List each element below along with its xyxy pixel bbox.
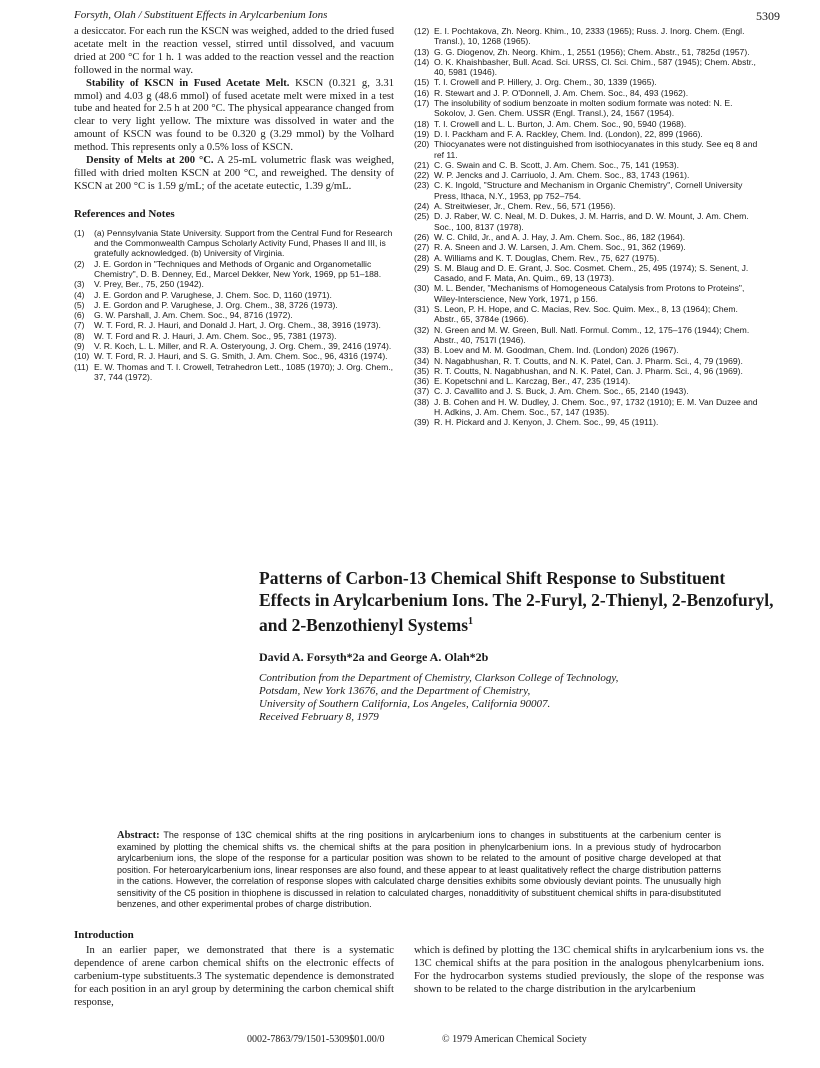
reference-item — [74, 351, 394, 361]
reference-number: (30) — [414, 283, 430, 294]
reference-item — [414, 77, 764, 87]
reference-item — [74, 331, 394, 341]
reference-number: (7) — [74, 320, 85, 331]
reference-item — [74, 300, 394, 310]
reference-text: E. Kopetschni and L. Karczag, Ber., 47, 235 (1914). — [434, 376, 631, 387]
reference-item — [74, 228, 394, 259]
reference-item — [414, 376, 764, 386]
reference-text: W. T. Ford and R. J. Hauri, J. Am. Chem. Soc., 95, 7381 (1973). — [94, 330, 337, 341]
reference-item — [414, 57, 764, 78]
reference-text: N. Green and M. W. Green, Bull. Natl. Formul. Comm., 12, 175–176 (1944); Chem. Abstr., 40, 7517l (1946). — [434, 324, 750, 345]
references-list-left — [74, 228, 394, 382]
reference-number: (31) — [414, 304, 430, 315]
reference-number: (39) — [414, 417, 430, 428]
reference-text: T. I. Crowell and P. Hillery, J. Org. Chem., 30, 1339 (1965). — [434, 77, 657, 88]
reference-text: E. I. Pochtakova, Zh. Neorg. Khim., 10, 2333 (1965); Russ. J. Inorg. Chem. (Engl. Transl.), 10, 1268 (1965). — [434, 26, 745, 47]
body-paragraph — [74, 155, 394, 194]
article-title-text: Patterns of Carbon-13 Chemical Shift Response to Substituent Effects in Arylcarbenium Ions. The 2-Furyl, 2-Thienyl, 2-Benzofuryl, and 2-Benzothienyl Systems — [259, 568, 774, 635]
introduction-paragraph: which is defined by plotting the 13C chemical shifts in arylcarbenium ions vs. the 13C chemical shifts at the para position in the analogous phenylcarbenium ions. For the hydrocarbon systems studied previously, the slope of the response was shown to be related to the charge distribution in the arylcarbenium — [414, 945, 764, 995]
introduction-heading: Introduction — [74, 929, 134, 941]
reference-text: N. Nagabhushan, R. T. Coutts, and N. K. Patel, Can. J. Pharm. Sci., 4, 79 (1969). — [434, 355, 743, 366]
page-number: 5309 — [756, 9, 780, 23]
left-column — [74, 26, 394, 382]
reference-item — [414, 129, 764, 139]
reference-item — [74, 290, 394, 300]
introduction-paragraph: In an earlier paper, we demonstrated that there is a systematic dependence of arene carbon chemical shifts on the electronic effects of carbenium-type substituents.3 The systematic dependence is demonstrated for each position in an aryl group by determining the carbon chemical shift response, — [74, 945, 394, 1008]
reference-text: J. E. Gordon in "Techniques and Methods of Organic and Organometallic Chemistry", D. B. Denney, Ed., Marcel Dekker, New York, 1969, pp 51–188. — [94, 258, 382, 279]
reference-item — [74, 362, 394, 383]
reference-text: (a) Pennsylvania State University. Support from the Central Fund for Research and the Commonwealth Campus Scholarly Activity Fund, Phases II and III, is gratefully acknowledged. (b) University of Virginia. — [94, 227, 393, 259]
reference-item — [414, 211, 764, 232]
reference-text: D. I. Packham and F. A. Rackley, Chem. Ind. (London), 22, 899 (1966). — [434, 128, 703, 139]
reference-number: (5) — [74, 299, 85, 310]
reference-text: W. T. Ford, R. J. Hauri, and Donald J. Hart, J. Org. Chem., 38, 3916 (1973). — [94, 320, 381, 331]
introduction-left-column — [74, 945, 394, 1010]
references-list-right — [414, 26, 764, 428]
reference-item — [74, 279, 394, 289]
references-heading: References and Notes — [74, 207, 175, 220]
reference-text: G. W. Parshall, J. Am. Chem. Soc., 94, 8716 (1972). — [94, 310, 293, 321]
reference-item — [414, 397, 764, 418]
reference-text: A. Williams and K. T. Douglas, Chem. Rev., 75, 627 (1975). — [434, 252, 660, 263]
reference-text: W. P. Jencks and J. Carriuolo, J. Am. Chem. Soc., 83, 1743 (1961). — [434, 170, 690, 181]
reference-number: (11) — [74, 361, 89, 372]
reference-text: C. G. Swain and C. B. Scott, J. Am. Chem. Soc., 75, 141 (1953). — [434, 159, 680, 170]
reference-text: T. I. Crowell and L. L. Burton, J. Am. Chem. Soc., 90, 5940 (1968). — [434, 118, 687, 129]
reference-text: J. E. Gordon and P. Varughese, J. Org. Chem., 38, 3726 (1973). — [94, 299, 338, 310]
reference-number: (18) — [414, 118, 430, 129]
affiliation-line: University of Southern California, Los Angeles, California 90007. — [259, 698, 551, 711]
received-date: Received February 8, 1979 — [259, 711, 379, 724]
introduction-right-column — [414, 945, 764, 997]
reference-number: (6) — [74, 310, 85, 321]
reference-item — [414, 304, 764, 325]
reference-text: C. K. Ingold, "Structure and Mechanism in Organic Chemistry", Cornell University Press, Ithaca, N.Y., 1953, pp 752–754. — [434, 180, 743, 201]
reference-text: A. Streitwieser, Jr., Chem. Rev., 56, 571 (1956). — [434, 201, 616, 212]
reference-item — [74, 320, 394, 330]
article-title — [259, 568, 779, 636]
body-paragraph: a desiccator. For each run the KSCN was weighed, added to the dried fused acetate melt in the reaction vessel, stirred until dissolved, and vacuum dried at 200 °C for 1 h. 1 was added to the reaction vessel and the reaction followed in the normal way. — [74, 26, 394, 76]
reference-number: (14) — [414, 56, 430, 67]
article-title-block — [259, 568, 779, 724]
body-paragraph — [74, 78, 394, 155]
reference-number: (33) — [414, 345, 430, 356]
reference-item — [414, 88, 764, 98]
reference-text: M. L. Bender, "Mechanisms of Homogeneous Catalysis from Protons to Proteins", Wiley-Interscience, New York, 1971, p 156. — [434, 283, 745, 304]
reference-number: (21) — [414, 159, 430, 170]
reference-item — [414, 26, 764, 47]
reference-text: S. Leon, P. H. Hope, and C. Macias, Rev. Soc. Quim. Mex., 8, 13 (1964); Chem. Abstr., 65, 3784e (1966). — [434, 304, 738, 325]
reference-number: (26) — [414, 231, 430, 242]
reference-text: C. J. Cavallito and J. S. Buck, J. Am. Chem. Soc., 65, 2140 (1943). — [434, 386, 689, 397]
reference-number: (27) — [414, 242, 430, 253]
abstract-label: Abstract: — [117, 830, 160, 841]
reference-number: (8) — [74, 330, 85, 341]
abstract — [117, 830, 721, 911]
reference-text: D. J. Raber, W. C. Neal, M. D. Dukes, J. M. Harris, and D. W. Mount, J. Am. Chem. Soc., 100, 8137 (1978). — [434, 211, 749, 232]
footer-copyright: © 1979 American Chemical Society — [442, 1034, 587, 1045]
reference-item — [414, 356, 764, 366]
reference-number: (25) — [414, 211, 430, 222]
right-column — [414, 26, 764, 428]
reference-number: (12) — [414, 26, 430, 36]
reference-item — [414, 160, 764, 170]
reference-text: The insolubility of sodium benzoate in molten sodium formate was noted: N. E. Sokolov, J. Gen. Chem. USSR (Engl. Transl.), 24, 1567 (1954). — [434, 98, 733, 119]
reference-number: (20) — [414, 139, 430, 150]
reference-number: (29) — [414, 262, 430, 273]
reference-item — [414, 253, 764, 263]
reference-text: G. G. Diogenov, Zh. Neorg. Khim., 1, 2551 (1956); Chem. Abstr., 51, 7825d (1957). — [434, 46, 750, 57]
reference-text: R. H. Pickard and J. Kenyon, J. Chem. Soc., 99, 45 (1911). — [434, 417, 659, 428]
running-header — [74, 9, 780, 21]
reference-item — [74, 341, 394, 351]
reference-item — [414, 325, 764, 346]
reference-text: O. K. Khaishbasher, Bull. Acad. Sci. URSS, Cl. Sci. Chim., 587 (1945); Chem. Abstr., 40, 5981 (1946). — [434, 56, 756, 78]
reference-number: (1) — [74, 227, 85, 238]
reference-text: J. B. Cohen and H. W. Dudley, J. Chem. Soc., 97, 1732 (1910); E. M. Van Duzee and H. Adkins, J. Am. Chem. Soc., 57, 147 (1935). — [434, 396, 758, 417]
reference-number: (32) — [414, 324, 430, 335]
reference-number: (4) — [74, 289, 85, 300]
reference-text: E. W. Thomas and T. I. Crowell, Tetrahedron Lett., 1085 (1970); J. Org. Chem., 37, 744 (1972). — [94, 361, 394, 382]
run-in-heading: Stability of KSCN in Fused Acetate Melt. — [86, 77, 290, 89]
running-title: Forsyth, Olah / Substituent Effects in Arylcarbenium Ions — [74, 9, 328, 21]
reference-text: R. Stewart and J. P. O'Donnell, J. Am. Chem. Soc., 84, 493 (1962). — [434, 87, 689, 98]
reference-item — [74, 259, 394, 280]
affiliation — [259, 672, 779, 724]
reference-number: (28) — [414, 252, 430, 263]
reference-text: R. T. Coutts, N. Nagabhushan, and N. K. Patel, Can. J. Pharm. Sci., 4, 96 (1969). — [434, 365, 743, 376]
paragraph-text: A 25-mL volumetric flask was weighed, filled with dried molten KSCN at 200 °C, and reweighed. The density of KSCN at 200 °C is 1.59 g/mL; of the acetate eutectic, 1.39 g/mL. — [74, 155, 395, 192]
paragraph-text: KSCN (0.321 g, 3.31 mmol) and 4.03 g (48.6 mmol) of fused acetate melt were mixed in a test tube and heated for 2.5 h at 200 °C. The physical appearance changed from clear to very light yellow. The mixture was dissolved in water and the amount of KSCN was found to be 0.320 g (3.29 mmol) by the Volhard method. This represents only a 0.5% loss of KSCN. — [74, 77, 395, 154]
reference-number: (9) — [74, 341, 85, 352]
reference-number: (22) — [414, 170, 430, 181]
reference-item — [414, 242, 764, 252]
reference-number: (2) — [74, 258, 85, 269]
reference-number: (38) — [414, 396, 430, 407]
reference-number: (34) — [414, 355, 430, 366]
reference-item — [414, 170, 764, 180]
run-in-heading: Density of Melts at 200 °C. — [86, 155, 214, 167]
reference-item — [414, 386, 764, 396]
reference-text: B. Loev and M. M. Goodman, Chem. Ind. (London) 2026 (1967). — [434, 345, 679, 356]
reference-item — [74, 310, 394, 320]
reference-item — [414, 366, 764, 376]
reference-number: (16) — [414, 87, 430, 98]
reference-item — [414, 201, 764, 211]
reference-text: V. R. Koch, L. L. Miller, and R. A. Osteryoung, J. Org. Chem., 39, 2416 (1974). — [94, 341, 392, 352]
reference-item — [414, 417, 764, 427]
reference-text: S. M. Blaug and D. E. Grant, J. Soc. Cosmet. Chem., 25, 495 (1974); S. Senent, J. Casado, and F. Mata, An. Quim., 69, 13 (1973). — [434, 262, 749, 284]
affiliation-line: Contribution from the Department of Chemistry, Clarkson College of Technology, — [259, 672, 619, 685]
reference-item — [414, 232, 764, 242]
reference-text: Thiocyanates were not distinguished from isothiocyanates in this study. See eq 8 and ref 11. — [434, 139, 758, 160]
reference-number: (35) — [414, 365, 430, 376]
reference-number: (24) — [414, 201, 430, 212]
reference-number: (23) — [414, 180, 430, 191]
reference-item — [414, 180, 764, 201]
reference-number: (10) — [74, 351, 90, 362]
footer-code: 0002-7863/79/1501-5309$01.00/0 — [247, 1034, 385, 1045]
reference-number: (13) — [414, 46, 430, 57]
reference-number: (3) — [74, 279, 85, 290]
reference-item — [414, 98, 764, 119]
reference-text: J. E. Gordon and P. Varughese, J. Chem. Soc. D, 1160 (1971). — [94, 289, 332, 300]
reference-text: W. T. Ford, R. J. Hauri, and S. G. Smith, J. Am. Chem. Soc., 96, 4316 (1974). — [94, 351, 388, 362]
abstract-text: The response of 13C chemical shifts at the ring positions in arylcarbenium ions to changes in substituents at the carbenium center is examined by plotting the chemical shifts vs. the chemical shifts at the para position in phenylcarbenium ions. In a previous study of hydrocarbon arylcarbenium ions, the slope of the response for a particular position was shown to be related to the amount of positive charge developed at that position. For heteroarylcarbenium ions, linear responses are also found, and these appear to at least qualitatively reflect the charge distribution patterns in the cations. However, the correlation of response slopes with calculated charge densities exhibits some obviously deviant points. The unusually high sensitivity of the C5 position in thiophene is discussed in relation to calculated charges, nonadditivity of substituent chemical shifts in para-disubstituted benzenes, and other experimental probes of charge distribution. — [117, 830, 721, 909]
reference-text: R. A. Sneen and J. W. Larsen, J. Am. Chem. Soc., 91, 362 (1969). — [434, 242, 686, 253]
reference-number: (36) — [414, 376, 430, 387]
reference-text: V. Prey, Ber., 75, 250 (1942). — [94, 279, 204, 290]
affiliation-line: Potsdam, New York 13676, and the Department of Chemistry, — [259, 685, 531, 698]
reference-item — [414, 345, 764, 355]
title-footnote-mark: 1 — [468, 616, 474, 627]
reference-item — [414, 47, 764, 57]
reference-number: (15) — [414, 77, 430, 88]
reference-item — [414, 283, 764, 304]
reference-item — [414, 119, 764, 129]
reference-number: (19) — [414, 128, 430, 139]
authors: David A. Forsyth*2a and George A. Olah*2b — [259, 650, 489, 665]
reference-text: W. C. Child, Jr., and A. J. Hay, J. Am. Chem. Soc., 86, 182 (1964). — [434, 231, 686, 242]
reference-number: (17) — [414, 98, 430, 109]
reference-number: (37) — [414, 386, 430, 397]
reference-item — [414, 139, 764, 160]
reference-item — [414, 263, 764, 284]
